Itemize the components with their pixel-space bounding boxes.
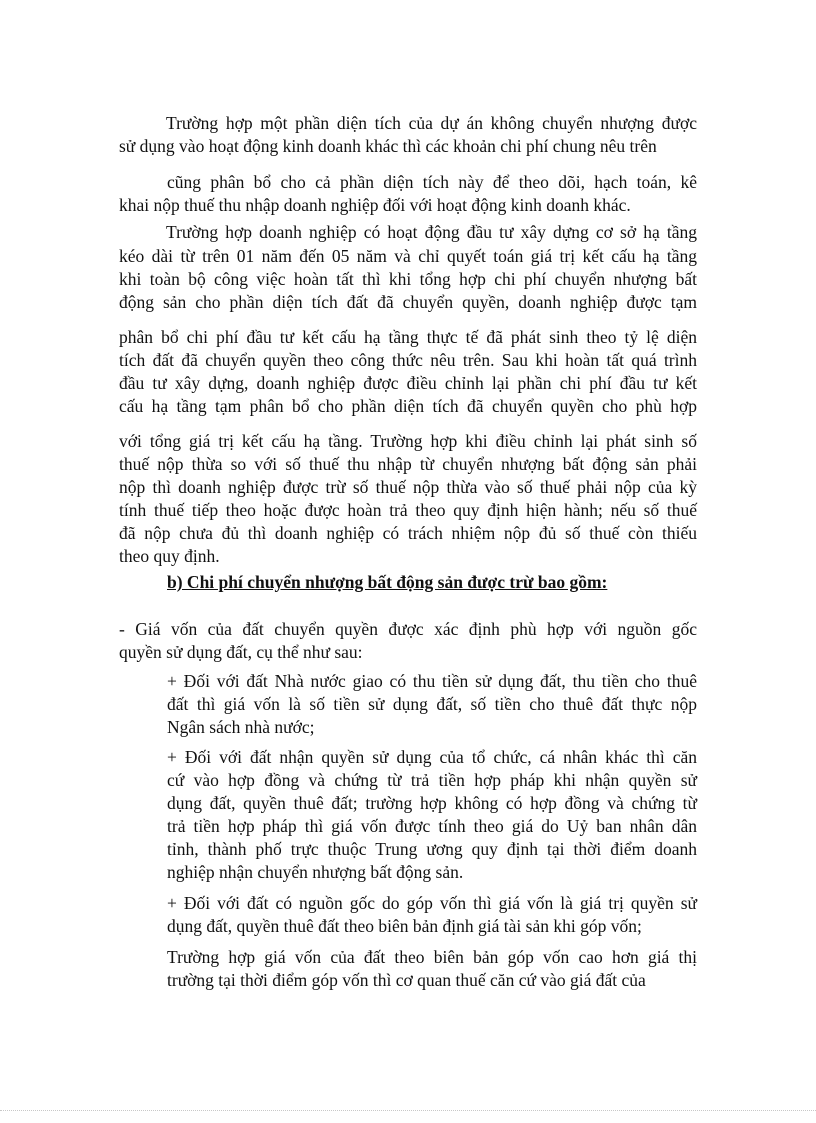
p8-line-3: dụng đất, quyền thuê đất; trường hợp không có hợp đồng và chứng từ: [167, 793, 697, 813]
p8-line-1: + Đối với đất nhận quyền sử dụng của tổ chức, cá nhân khác thì căn: [167, 747, 697, 767]
p8-line-4: trả tiền hợp pháp thì giá vốn được tính theo giá do Uỷ ban nhân dân: [167, 816, 697, 836]
p1-line-1: Trường hợp một phần diện tích của dự án không chuyển nhượng được: [166, 113, 697, 133]
p10-line-2: trường tại thời điểm góp vốn thì cơ quan thuế căn cứ vào giá đất của: [167, 970, 646, 990]
p1-line-2: sử dụng vào hoạt động kinh doanh khác thì các khoản chi phí chung nêu trên: [119, 136, 657, 156]
p4-line-1: phân bổ chi phí đầu tư kết cấu hạ tầng thực tế đã phát sinh theo tỷ lệ diện: [119, 327, 697, 347]
p10-line-1: Trường hợp giá vốn của đất theo biên bản góp vốn cao hơn giá thị: [167, 947, 697, 967]
p5-line-1: với tổng giá trị kết cấu hạ tầng. Trường hợp khi điều chỉnh lại phát sinh số: [119, 431, 697, 451]
page-bottom-divider: [0, 1110, 816, 1111]
p5-line-3: nộp thì doanh nghiệp được trừ số thuế nộp thừa vào số thuế phải nộp của kỳ: [119, 477, 697, 497]
p3-line-2: kéo dài từ trên 01 năm đến 05 năm và chỉ quyết toán giá trị kết cấu hạ tầng: [119, 246, 697, 266]
p6-line-1: - Giá vốn của đất chuyển quyền được xác định phù hợp với nguồn gốc: [119, 619, 697, 639]
p7-line-2: đất thì giá vốn là số tiền sử dụng đất, số tiền cho thuê đất thực nộp: [167, 694, 697, 714]
p3-line-3: khi toàn bộ công việc hoàn tất thì khi tổng hợp chi phí chuyển nhượng bất: [119, 269, 697, 289]
p3-line-4: động sản cho phần diện tích đất đã chuyển quyền, doanh nghiệp được tạm: [119, 292, 697, 312]
p3-line-1: Trường hợp doanh nghiệp có hoạt động đầu tư xây dựng cơ sở hạ tầng: [166, 222, 697, 242]
p9-line-2: dụng đất, quyền thuê đất theo biên bản định giá tài sản khi góp vốn;: [167, 916, 642, 936]
p5-line-5: đã nộp chưa đủ thì doanh nghiệp có trách nhiệm nộp đủ số thuế còn thiếu: [119, 523, 697, 543]
p2-line-1: cũng phân bổ cho cả phần diện tích này để theo dõi, hạch toán, kê: [167, 172, 697, 192]
p7-line-1: + Đối với đất Nhà nước giao có thu tiền sử dụng đất, thu tiền cho thuê: [167, 671, 697, 691]
p5-line-2: thuế nộp thừa so với số thuế thu nhập từ chuyển nhượng bất động sản phải: [119, 454, 697, 474]
p5-line-6: theo quy định.: [119, 546, 220, 566]
section-heading-b: b) Chi phí chuyển nhượng bất động sản được trừ bao gồm:: [167, 572, 608, 592]
p8-line-2: cứ vào hợp đồng và chứng từ trả tiền hợp pháp khi nhận quyền sử: [167, 770, 697, 790]
p2-line-2: khai nộp thuế thu nhập doanh nghiệp đối với hoạt động kinh doanh khác.: [119, 195, 631, 215]
p4-line-2: tích đất đã chuyển quyền theo công thức nêu trên. Sau khi hoàn tất quá trình: [119, 350, 697, 370]
p8-line-5: tỉnh, thành phố trực thuộc Trung ương quy định tại thời điểm doanh: [167, 839, 697, 859]
p4-line-4: cấu hạ tầng tạm phân bổ cho phần diện tích đã chuyển quyền cho phù hợp: [119, 396, 697, 416]
p4-line-3: đầu tư xây dựng, doanh nghiệp được điều chỉnh lại phần chi phí đầu tư kết: [119, 373, 697, 393]
p7-line-3: Ngân sách nhà nước;: [167, 717, 315, 737]
p5-line-4: tính thuế tiếp theo hoặc được hoàn trả theo quy định hiện hành; nếu số thuế: [119, 500, 697, 520]
p9-line-1: + Đối với đất có nguồn gốc do góp vốn thì giá vốn là giá trị quyền sử: [167, 893, 697, 913]
p8-line-6: nghiệp nhận chuyển nhượng bất động sản.: [167, 862, 464, 882]
p6-line-2: quyền sử dụng đất, cụ thể như sau:: [119, 642, 363, 662]
